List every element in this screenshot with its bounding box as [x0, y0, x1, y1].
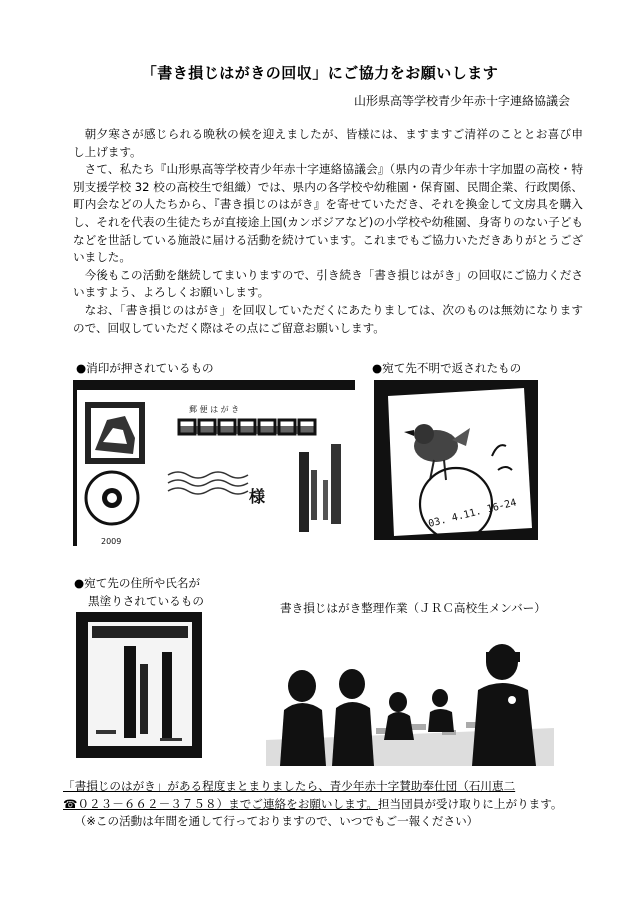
paragraph-greeting: 朝夕寒さが感じられる晩秋の候を迎えましたが、皆様には、ますますご清祥のこととお喜び申し上げます。	[73, 127, 583, 159]
caption-postmarked: ●消印が押されているもの	[76, 361, 214, 375]
blackened-postcard-photo	[76, 612, 202, 758]
page-title: 「書き損じはがきの回収」にご協力をお願いします	[141, 64, 499, 82]
returned-postcard-photo	[374, 380, 538, 540]
body-text	[73, 126, 583, 337]
pickup-text: 担当団員が受け取りに上がります。	[377, 796, 563, 811]
sorting-work-photo	[266, 628, 554, 766]
footer-line-1: 「書損じのはがき」がある程度まとまりましたら、青少年赤十字賛助奉仕団（石川恵二	[63, 779, 516, 793]
caption-returned: ●宛て先不明で返されたもの	[372, 361, 522, 375]
stamp-year-text: 2009	[101, 537, 122, 546]
recipient-suffix-text: 様	[249, 487, 266, 506]
footer-line-2	[63, 796, 603, 814]
contact-footer	[63, 778, 603, 831]
paragraph-activity: さて、私たち『山形県高等学校青少年赤十字連絡協議会』（県内の青少年赤十字加盟の高校・特別支援学校 32 校の高校生で組織）では、県内の各学校や幼稚園・保育園、民間企業、行政関係、町内会などの人たちから、『書き損じのはがき』を寄せていただき、それを換金して文房具を購入し、それを代表の生徒たちが直接途上国(カンボジアなど)の小学校や幼稚園、身寄りのない子どもなどを世話している施設に届ける活動を続けています。これまでもご協力いただきありがとうございました。	[73, 162, 583, 265]
caption-sorting-work: 書き損じはがき整理作業（ＪＲＣ高校生メンバー）	[280, 601, 546, 615]
organization-name: 山形県高等学校青少年赤十字連絡協議会	[353, 94, 570, 108]
postmarked-postcard-photo	[73, 380, 355, 555]
contact-phone-text: ☎０２３－６６２－３７５８）までご連絡をお願いします。	[63, 796, 378, 811]
caption-blackened-line1: ●宛て先の住所や氏名が	[74, 576, 201, 590]
footer-note: （※この活動は年間を通して行っておりますので、いつでもご一報ください）	[74, 814, 479, 829]
postmark-date-text: 03. 4.11. 16-24	[427, 497, 518, 530]
paragraph-notice: なお、「書き損じのはがき」を回収していただくにあたりましては、次のものは無効になりますので、回収していただく際はその点にご留意お願いします。	[73, 302, 583, 335]
stamp-header-text: 郵 便 は が き	[189, 405, 240, 414]
caption-blackened-line2: 黒塗りされているもの	[88, 594, 204, 608]
paragraph-request: 今後もこの活動を継続してまいりますので、引き続き「書き損じはがき」の回収にご協力くださいますよう、よろしくお願いします。	[73, 267, 583, 300]
